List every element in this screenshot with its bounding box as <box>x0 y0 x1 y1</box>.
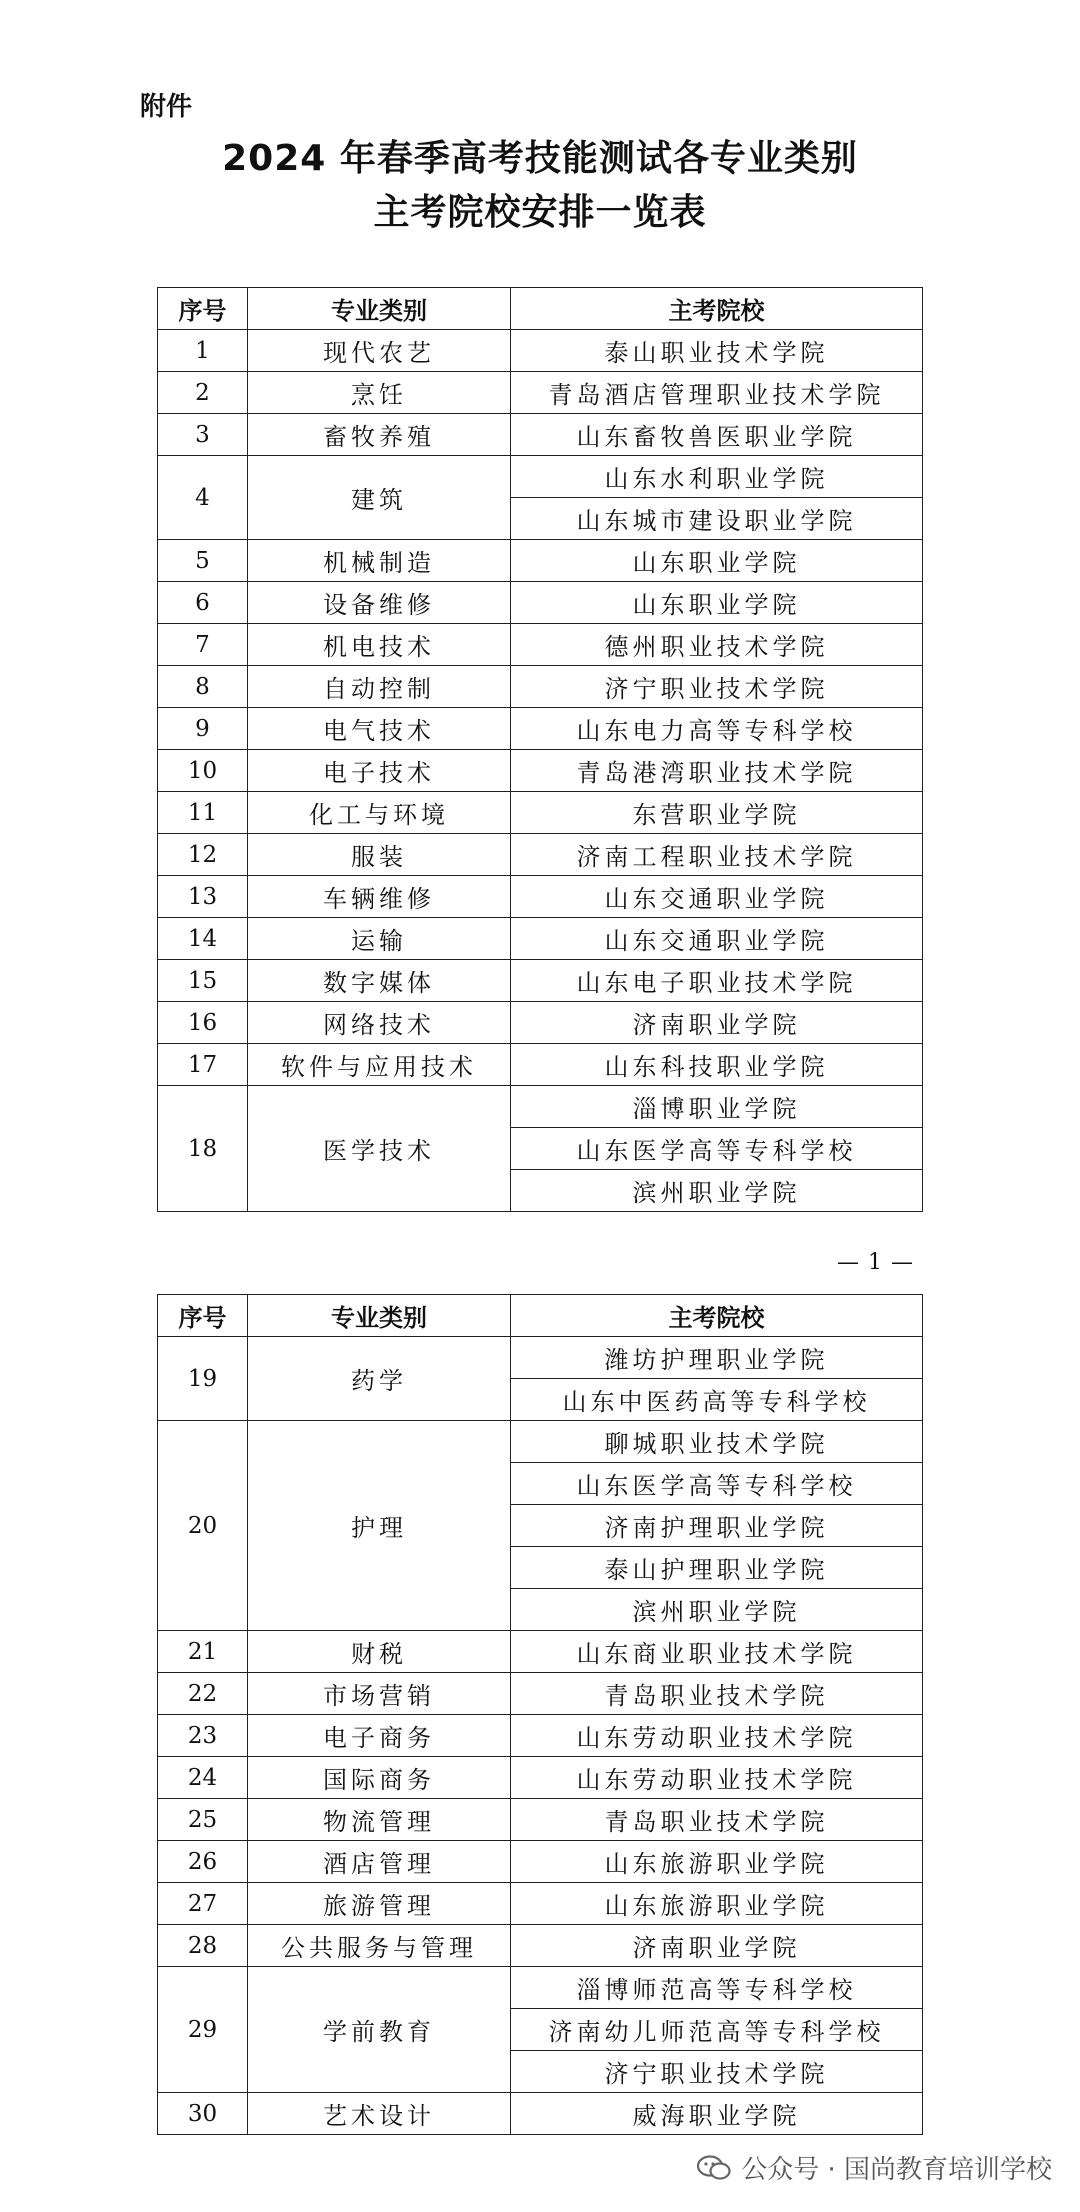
school-cell: 淄博师范高等专科学校 <box>511 1967 923 2009</box>
category-cell: 自动控制 <box>248 666 511 708</box>
category-cell: 畜牧养殖 <box>248 414 511 456</box>
header-no: 序号 <box>158 288 248 330</box>
category-cell: 医学技术 <box>248 1086 511 1212</box>
wechat-icon <box>697 2155 731 2181</box>
school-cell: 山东电子职业技术学院 <box>511 960 923 1002</box>
row-number: 14 <box>158 918 248 960</box>
row-number: 8 <box>158 666 248 708</box>
school-cell: 青岛酒店管理职业技术学院 <box>511 372 923 414</box>
table-row <box>158 1086 923 1128</box>
school-cell: 济南职业学院 <box>511 1925 923 1967</box>
row-number: 25 <box>158 1799 248 1841</box>
table-row <box>158 708 923 750</box>
row-number: 5 <box>158 540 248 582</box>
table-row <box>158 456 923 498</box>
school-cell: 德州职业技术学院 <box>511 624 923 666</box>
row-number: 7 <box>158 624 248 666</box>
school-cell: 淄博职业学院 <box>511 1086 923 1128</box>
category-cell: 国际商务 <box>248 1757 511 1799</box>
table-row <box>158 834 923 876</box>
school-cell: 山东职业学院 <box>511 540 923 582</box>
category-cell: 公共服务与管理 <box>248 1925 511 1967</box>
schedule-table-page2 <box>157 1294 923 2135</box>
table-row <box>158 918 923 960</box>
table-row <box>158 1841 923 1883</box>
row-number: 6 <box>158 582 248 624</box>
school-cell: 山东职业学院 <box>511 582 923 624</box>
table-row <box>158 960 923 1002</box>
table-row <box>158 372 923 414</box>
category-cell: 酒店管理 <box>248 1841 511 1883</box>
row-number: 1 <box>158 330 248 372</box>
school-cell: 济宁职业技术学院 <box>511 666 923 708</box>
category-cell: 机械制造 <box>248 540 511 582</box>
school-cell: 聊城职业技术学院 <box>511 1421 923 1463</box>
watermark-text: 公众号 · 国尚教育培训学校 <box>741 2155 1052 2185</box>
category-cell: 设备维修 <box>248 582 511 624</box>
category-cell: 旅游管理 <box>248 1883 511 1925</box>
header-school: 主考院校 <box>511 288 923 330</box>
row-number: 12 <box>158 834 248 876</box>
category-cell: 电子技术 <box>248 750 511 792</box>
school-cell: 泰山护理职业学院 <box>511 1547 923 1589</box>
table-header-row <box>158 288 923 330</box>
table-row <box>158 1925 923 1967</box>
school-cell: 山东畜牧兽医职业学院 <box>511 414 923 456</box>
category-cell: 财税 <box>248 1631 511 1673</box>
table-row <box>158 666 923 708</box>
table-row <box>158 1002 923 1044</box>
table-row <box>158 1799 923 1841</box>
category-cell: 运输 <box>248 918 511 960</box>
table-row <box>158 876 923 918</box>
school-cell: 山东劳动职业技术学院 <box>511 1757 923 1799</box>
attachment-label: 附件 <box>140 92 193 122</box>
school-cell: 山东水利职业学院 <box>511 456 923 498</box>
category-cell: 电气技术 <box>248 708 511 750</box>
school-cell: 威海职业学院 <box>511 2093 923 2135</box>
row-number: 3 <box>158 414 248 456</box>
table-row <box>158 1757 923 1799</box>
school-cell: 青岛职业技术学院 <box>511 1673 923 1715</box>
row-number: 22 <box>158 1673 248 1715</box>
category-cell: 学前教育 <box>248 1967 511 2093</box>
row-number: 13 <box>158 876 248 918</box>
table-row <box>158 624 923 666</box>
table-row <box>158 750 923 792</box>
table-row <box>158 1044 923 1086</box>
school-cell: 山东中医药高等专科学校 <box>511 1379 923 1421</box>
category-cell: 艺术设计 <box>248 2093 511 2135</box>
table-row <box>158 1883 923 1925</box>
category-cell: 烹饪 <box>248 372 511 414</box>
school-cell: 山东医学高等专科学校 <box>511 1128 923 1170</box>
school-cell: 潍坊护理职业学院 <box>511 1337 923 1379</box>
row-number: 4 <box>158 456 248 540</box>
row-number: 9 <box>158 708 248 750</box>
school-cell: 山东旅游职业学院 <box>511 1883 923 1925</box>
row-number: 21 <box>158 1631 248 1673</box>
category-cell: 护理 <box>248 1421 511 1631</box>
school-cell: 山东电力高等专科学校 <box>511 708 923 750</box>
category-cell: 服装 <box>248 834 511 876</box>
category-cell: 电子商务 <box>248 1715 511 1757</box>
row-number: 11 <box>158 792 248 834</box>
row-number: 2 <box>158 372 248 414</box>
school-cell: 青岛港湾职业技术学院 <box>511 750 923 792</box>
table-row <box>158 1421 923 1463</box>
school-cell: 泰山职业技术学院 <box>511 330 923 372</box>
category-cell: 市场营销 <box>248 1673 511 1715</box>
school-cell: 青岛职业技术学院 <box>511 1799 923 1841</box>
table-row <box>158 414 923 456</box>
school-cell: 济南幼儿师范高等专科学校 <box>511 2009 923 2051</box>
category-cell: 建筑 <box>248 456 511 540</box>
category-cell: 现代农艺 <box>248 330 511 372</box>
row-number: 24 <box>158 1757 248 1799</box>
table-header-row <box>158 1295 923 1337</box>
row-number: 10 <box>158 750 248 792</box>
school-cell: 山东城市建设职业学院 <box>511 498 923 540</box>
category-cell: 物流管理 <box>248 1799 511 1841</box>
school-cell: 山东交通职业学院 <box>511 918 923 960</box>
watermark <box>697 2149 1052 2186</box>
row-number: 17 <box>158 1044 248 1086</box>
row-number: 28 <box>158 1925 248 1967</box>
header-no: 序号 <box>158 1295 248 1337</box>
school-cell: 济南护理职业学院 <box>511 1505 923 1547</box>
school-cell: 山东医学高等专科学校 <box>511 1463 923 1505</box>
category-cell: 化工与环境 <box>248 792 511 834</box>
row-number: 20 <box>158 1421 248 1631</box>
school-cell: 山东商业职业技术学院 <box>511 1631 923 1673</box>
school-cell: 济宁职业技术学院 <box>511 2051 923 2093</box>
table-row <box>158 1967 923 2009</box>
row-number: 30 <box>158 2093 248 2135</box>
page-title-line1: 2024 年春季高考技能测试各专业类别 <box>222 138 858 179</box>
school-cell: 济南职业学院 <box>511 1002 923 1044</box>
row-number: 18 <box>158 1086 248 1212</box>
category-cell: 软件与应用技术 <box>248 1044 511 1086</box>
page-number: — 1 — <box>837 1250 914 1275</box>
schedule-table-page1 <box>157 287 923 1212</box>
school-cell: 山东科技职业学院 <box>511 1044 923 1086</box>
school-cell: 山东旅游职业学院 <box>511 1841 923 1883</box>
table-row <box>158 540 923 582</box>
table-row <box>158 1337 923 1379</box>
school-cell: 山东劳动职业技术学院 <box>511 1715 923 1757</box>
table-row <box>158 330 923 372</box>
header-category: 专业类别 <box>248 288 511 330</box>
table-row <box>158 1715 923 1757</box>
category-cell: 网络技术 <box>248 1002 511 1044</box>
header-school: 主考院校 <box>511 1295 923 1337</box>
row-number: 29 <box>158 1967 248 2093</box>
row-number: 19 <box>158 1337 248 1421</box>
row-number: 27 <box>158 1883 248 1925</box>
table-row <box>158 1673 923 1715</box>
category-cell: 机电技术 <box>248 624 511 666</box>
page-title-line2: 主考院校安排一览表 <box>373 192 707 233</box>
row-number: 16 <box>158 1002 248 1044</box>
table-row <box>158 1631 923 1673</box>
table-row <box>158 792 923 834</box>
row-number: 23 <box>158 1715 248 1757</box>
category-cell: 数字媒体 <box>248 960 511 1002</box>
table-row <box>158 2093 923 2135</box>
header-category: 专业类别 <box>248 1295 511 1337</box>
category-cell: 药学 <box>248 1337 511 1421</box>
school-cell: 济南工程职业技术学院 <box>511 834 923 876</box>
table-row <box>158 582 923 624</box>
school-cell: 东营职业学院 <box>511 792 923 834</box>
school-cell: 山东交通职业学院 <box>511 876 923 918</box>
category-cell: 车辆维修 <box>248 876 511 918</box>
row-number: 26 <box>158 1841 248 1883</box>
school-cell: 滨州职业学院 <box>511 1589 923 1631</box>
school-cell: 滨州职业学院 <box>511 1170 923 1212</box>
row-number: 15 <box>158 960 248 1002</box>
